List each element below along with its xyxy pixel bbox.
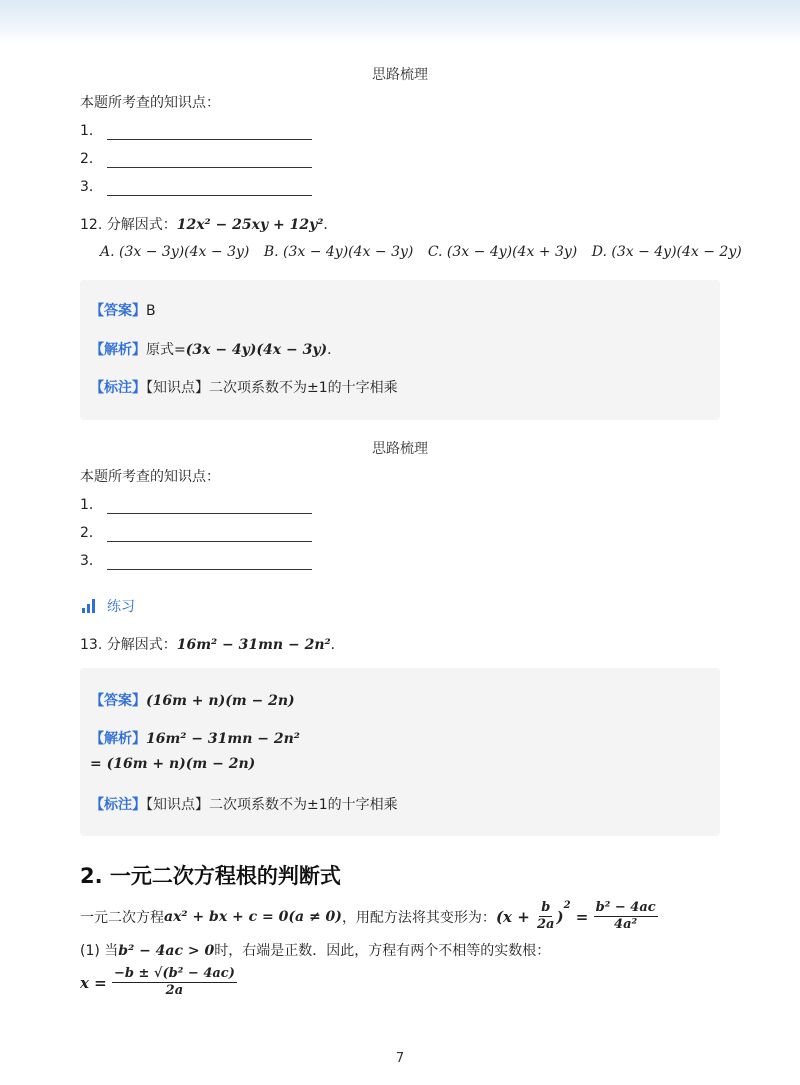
answer-panel-12: [80, 280, 720, 420]
thinking-title-1: 思路梳理: [372, 67, 428, 83]
option-c[interactable]: C. (3x − 4y)(4x + 3y): [427, 244, 578, 260]
question-12-expression: 12x² − 25xy + 12y²: [176, 217, 324, 233]
page-header-band: [0, 0, 800, 44]
answer-row-12: 【答案】B: [90, 303, 156, 319]
thinking-prompt-2: 本题所考查的知识点：: [80, 469, 220, 485]
option-d[interactable]: D. (3x − 4y)(4x − 2y): [591, 244, 742, 260]
option-b[interactable]: B. (3x − 4y)(4x − 3y): [263, 244, 414, 260]
note-row-12: 【标注】【知识点】二次项系数不为±1的十字相乘: [90, 380, 398, 396]
root-formula: x = $\frac{\text{−b ± √(b² − 4ac)}}{2a}$: [80, 966, 235, 998]
section-heading: 2. 一元二次方程根的判断式: [80, 864, 341, 888]
question-13: 13. 分解因式：16m² − 31mn − 2n²．: [80, 637, 345, 653]
analysis-row-12: 【解析】原式=(3x − 4y)(4x − 3y)．: [90, 342, 342, 358]
analysis-row-13-line2: = (16m + n)(m − 2n): [90, 756, 256, 772]
answer-panel-13: [80, 668, 720, 836]
blank-line-1[interactable]: 1．: [80, 120, 312, 140]
blank-line-2[interactable]: 2．: [80, 148, 312, 168]
bar-chart-icon: [82, 599, 95, 613]
question-12-options: [100, 244, 752, 260]
answer-row-13: 【答案】(16m + n)(m − 2n): [90, 693, 295, 709]
page-number: 7: [395, 1051, 405, 1066]
fraction-b-over-2a: $\frac{b}{2a}$: [537, 900, 555, 932]
blank-line-6[interactable]: 3．: [80, 550, 312, 570]
option-a[interactable]: A. (3x − 3y)(4x − 3y): [100, 244, 250, 260]
question-13-expression: 16m² − 31mn − 2n²: [176, 637, 331, 653]
blank-line-4[interactable]: 1．: [80, 494, 312, 514]
question-12: 12. 分解因式：12x² − 25xy + 12y²．: [80, 217, 338, 233]
fraction-discriminant: $\frac{\text{b² − 4ac}}{\text{4a²}}$: [595, 900, 656, 932]
blank-line-3[interactable]: 3．: [80, 176, 312, 196]
practice-header: 练习: [82, 596, 135, 616]
quadratic-root-fraction: $\frac{\text{−b ± √(b² − 4ac)}}{2a}$: [113, 966, 235, 998]
blank-line-5[interactable]: 2．: [80, 522, 312, 542]
thinking-title-2: 思路梳理: [372, 441, 428, 457]
note-row-13: 【标注】【知识点】二次项系数不为±1的十字相乘: [90, 797, 398, 813]
case-1: (1) 当b² − 4ac > 0时，右端是正数．因此，方程有两个不相等的实数根：: [80, 943, 551, 959]
section-intro: 一元二次方程 ax² + bx + c = 0(a ≠ 0) ，用配方法将其变形为： (x + $\frac{b}{2a}$ )$^2$ = $\frac{\text{b² − 4ac}}{\text{4a²}}$: [80, 899, 656, 932]
analysis-row-13: 【解析】16m² − 31mn − 2n²: [90, 731, 300, 747]
thinking-prompt-1: 本题所考查的知识点：: [80, 95, 220, 111]
